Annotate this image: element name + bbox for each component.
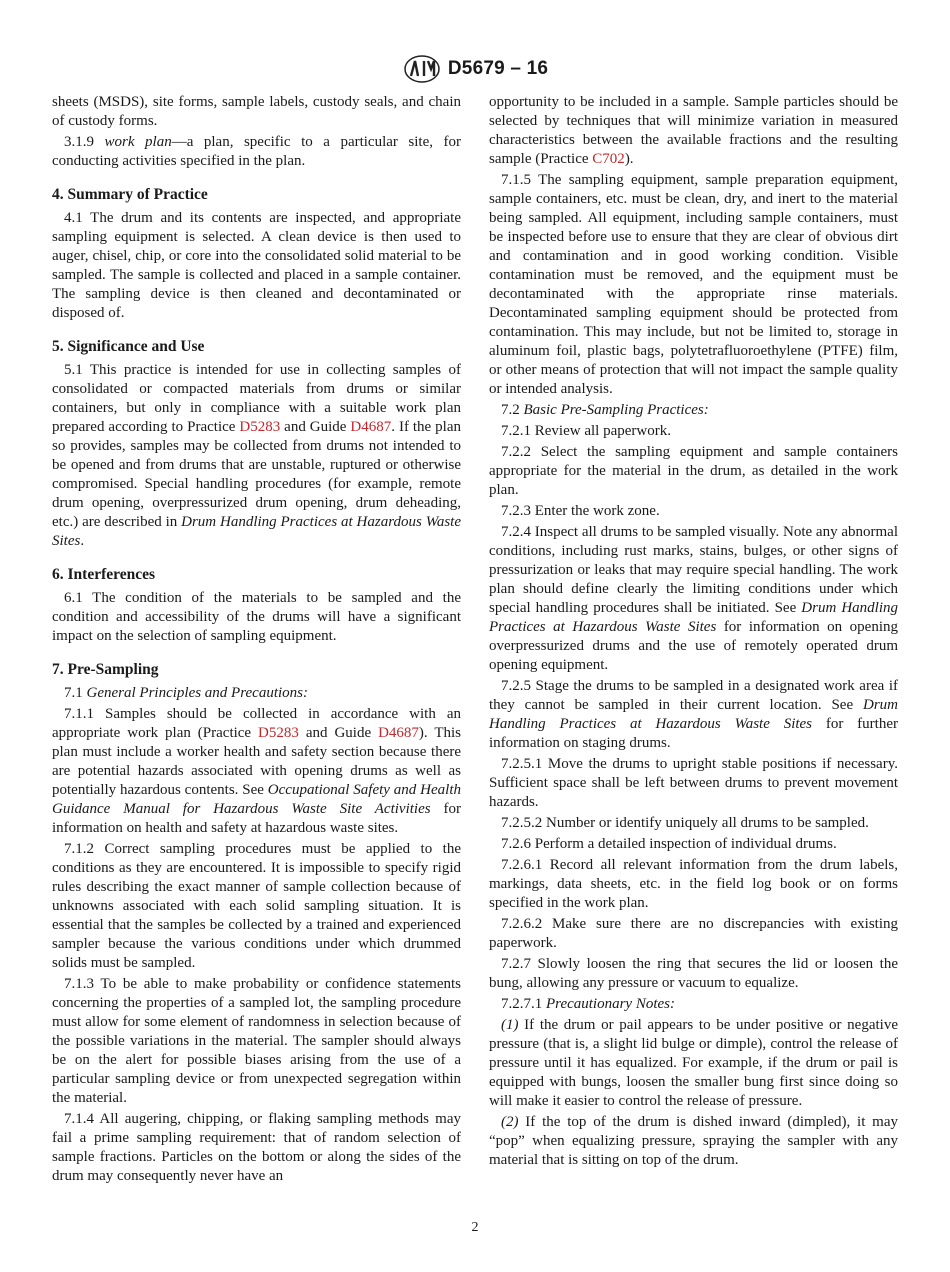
paragraph xyxy=(52,93,461,131)
text-run: 7.1.1 Samples should be collected in accordance with an appropriate work plan (Practice xyxy=(52,706,461,741)
text-run: for information on opening overpressurized drums and the use of remotely operated drum opening equipment. xyxy=(489,619,899,673)
paragraph xyxy=(52,684,461,703)
text-run: If the drum or pail appears to be under positive or negative pressure (that is, a slight lid bulge or dimple), control the release of pressure until it has equalized. For example, if the drum or pail is equipped with bungs, loosen the smaller bung first since doing so will make it easier to control the release of pressure. xyxy=(489,1017,898,1109)
italic-text: Occupational Safety and Health Guidance Manual for Hazardous Waste Site Activities xyxy=(52,782,461,817)
paragraph xyxy=(489,1113,898,1170)
page-number: 2 xyxy=(471,1220,479,1235)
reference-link[interactable]: D5283 xyxy=(239,419,281,435)
italic-text: Precautionary Notes: xyxy=(546,996,676,1012)
text-run: . xyxy=(80,533,85,549)
text-run: 5. Significance and Use xyxy=(52,338,205,355)
section-heading xyxy=(52,185,461,204)
text-run: 7.2.3 Enter the work zone. xyxy=(501,503,660,519)
italic-text: (2) xyxy=(501,1114,519,1130)
left-column xyxy=(52,93,461,1188)
paragraph xyxy=(489,523,898,675)
text-run: . If the plan so provides, samples may be collected from drums not intended to be opened and from drums that are unstable, ruptured or otherwise compromised. Special handling procedures (for example, remote drum opening, overpressurized drum opening, drum deheading, etc.) are described in xyxy=(52,419,461,530)
italic-text: Basic Pre-Sampling Practices: xyxy=(523,402,709,418)
text-run: 3.1.9 xyxy=(64,134,105,150)
paragraph xyxy=(489,955,898,993)
text-run: 7.2.1 Review all paperwork. xyxy=(501,423,671,439)
italic-text: General Principles and Precautions: xyxy=(86,685,308,701)
text-run: 7.1 xyxy=(64,685,87,701)
paragraph xyxy=(52,209,461,323)
page-header xyxy=(0,54,950,84)
italic-text: work plan xyxy=(104,134,172,150)
paragraph xyxy=(52,133,461,171)
text-run: and Guide xyxy=(298,725,379,741)
paragraph xyxy=(52,705,461,838)
text-run: 7.1.5 The sampling equipment, sample preparation equipment, sample containers, etc. must be clean, dry, and inert to the material being sampled. All equipment, including sample containers, must be inspected before use to ensure that they are clear of obvious dirt and contamination and in good working condition. Visible contamination must be removed, and the equipment must be decontaminated with the appropriate rinse materials. Decontaminated sampling equipment should be protected from contamination. This may include, but not be limited to, storage in aluminum foil, plastic bags, polytetrafluoroethylene (PTFE) film, or other means of protection that will not impact the sample quality or intended analysis. xyxy=(489,172,898,397)
astm-logo-icon xyxy=(402,54,442,84)
text-run: opportunity to be included in a sample. Sample particles should be selected by techniques that will minimize variation in measured characteristics between the available fractions and the resulting sample (Practice xyxy=(489,94,898,167)
italic-text: Drum Handling Practices at Hazardous Waste Sites xyxy=(52,514,461,549)
text-run: 6. Interferences xyxy=(52,566,156,583)
paragraph xyxy=(52,975,461,1108)
reference-link[interactable]: D4687 xyxy=(350,419,392,435)
paragraph xyxy=(489,995,898,1014)
text-run: ). This plan must include a worker health and safety section because there are potential hazards associated with opening drums as well as potentially hazardous contents. See xyxy=(52,725,461,798)
text-run: 4.1 The drum and its contents are inspected, and appropriate sampling equipment is selected. A clean device is then used to auger, chisel, chip, or core into the consolidated solid material to be sampled. The sample is collected and placed in a sample container. The sampling device is then cleaned and decontaminated or disposed of. xyxy=(52,210,461,321)
text-run: If the top of the drum is dished inward (dimpled), it may “pop” when equalizing pressure, spraying the sampler with any material that is sitting on top of the drum. xyxy=(489,1114,898,1168)
paragraph xyxy=(489,93,898,169)
text-run: 5.1 This practice is intended for use in collecting samples of consolidated or compacted materials from drums or similar containers, but only in compliance with a suitable work plan prepared according to Practice xyxy=(52,362,461,435)
text-run: 7.2.2 Select the sampling equipment and sample containers appropriate for the material in the drum, as detailed in the work plan. xyxy=(489,444,898,498)
reference-link[interactable]: D4687 xyxy=(378,725,419,741)
paragraph xyxy=(52,840,461,973)
text-run: 7.2.6.2 Make sure there are no discrepancies with existing paperwork. xyxy=(489,916,898,951)
paragraph xyxy=(489,677,898,753)
text-run: 7.2.7 Slowly loosen the ring that secures the lid or loosen the bung, allowing any pressure or vacuum to equalize. xyxy=(489,956,898,991)
paragraph xyxy=(52,589,461,646)
paragraph xyxy=(52,1110,461,1186)
standard-designation: D5679 – 16 xyxy=(447,58,549,79)
paragraph xyxy=(489,401,898,420)
text-run: 4. Summary of Practice xyxy=(52,186,208,203)
text-run: —a plan, specific to a particular site, for conducting activities specified in the plan. xyxy=(52,134,461,169)
text-run: 7.1.3 To be able to make probability or confidence statements concerning the properties of a sampled lot, the sampling procedure must allow for some element of randomness in selection because of the possible variations in the material. The sampler should always be on the alert for possible biases arising from the use of a particular sampling device or from unexpected segregation within the material. xyxy=(52,976,461,1106)
text-run: for information on health and safety at hazardous waste sites. xyxy=(52,801,461,836)
paragraph xyxy=(489,835,898,854)
reference-link[interactable]: C702 xyxy=(592,151,625,167)
text-run: 7.2.7.1 xyxy=(501,996,546,1012)
paragraph xyxy=(489,502,898,521)
paragraph xyxy=(489,171,898,399)
text-run: for further information on staging drums. xyxy=(489,716,898,751)
text-run: and Guide xyxy=(280,419,351,435)
reference-link[interactable]: D5283 xyxy=(258,725,299,741)
paragraph xyxy=(489,856,898,913)
section-heading xyxy=(52,565,461,584)
paragraph xyxy=(52,361,461,551)
text-run: 7.2.5 Stage the drums to be sampled in a designated work area if they cannot be sampled in their current location. See xyxy=(489,678,898,713)
text-run: 7.2.5.2 Number or identify uniquely all drums to be sampled. xyxy=(501,815,869,831)
paragraph xyxy=(489,915,898,953)
text-run: 7.1.2 Correct sampling procedures must be applied to the conditions as they are encountered. It is impossible to specify rigid rules describing the exact manner of sample collection because of unknowns associated with each solid sampling situation. It is essential that the samples be collected by a trained and experienced sampler because the various conditions under which drummed solids must be sampled. xyxy=(52,841,461,971)
paragraph xyxy=(489,422,898,441)
text-run: 7.2.4 Inspect all drums to be sampled visually. Note any abnormal conditions, including rust marks, stains, bulges, or other signs of pressurization or leaks that may require special handling. The work plan should define clearly the limiting conditions under which special handling procedures shall be initiated. See xyxy=(489,524,898,616)
text-run: ). xyxy=(624,151,634,167)
section-heading xyxy=(52,337,461,356)
text-run: 7. Pre-Sampling xyxy=(52,661,159,678)
italic-text: Drum Handling Practices at Hazardous Waste Sites xyxy=(489,600,898,635)
text-run: 7.2.6 Perform a detailed inspection of individual drums. xyxy=(501,836,837,852)
text-run: 6.1 The condition of the materials to be sampled and the condition and accessibility of the drums will have a significant impact on the selection of sampling equipment. xyxy=(52,590,461,644)
paragraph xyxy=(489,755,898,812)
text-run: 7.2.6.1 Record all relevant information from the drum labels, markings, data sheets, etc. in the field log book or on forms specified in the work plan. xyxy=(489,857,898,911)
text-run: 7.2.5.1 Move the drums to upright stable positions if necessary. Sufficient space shall be left between drums to prevent movement hazards. xyxy=(489,756,898,810)
section-heading xyxy=(52,660,461,679)
text-run: 7.2 xyxy=(501,402,524,418)
paragraph xyxy=(489,814,898,833)
text-run: 7.1.4 All augering, chipping, or flaking sampling methods may fail a prime sampling requirement: that of random selection of sample fractions. Particles on the bottom or along the sides of the drum may consequently never have an xyxy=(52,1111,461,1184)
paragraph xyxy=(489,443,898,500)
italic-text: (1) xyxy=(501,1017,519,1033)
paragraph xyxy=(489,1016,898,1111)
right-column xyxy=(489,93,898,1172)
italic-text: Drum Handling Practices at Hazardous Waste Sites xyxy=(489,697,898,732)
text-run: sheets (MSDS), site forms, sample labels, custody seals, and chain of custody forms. xyxy=(52,94,461,129)
